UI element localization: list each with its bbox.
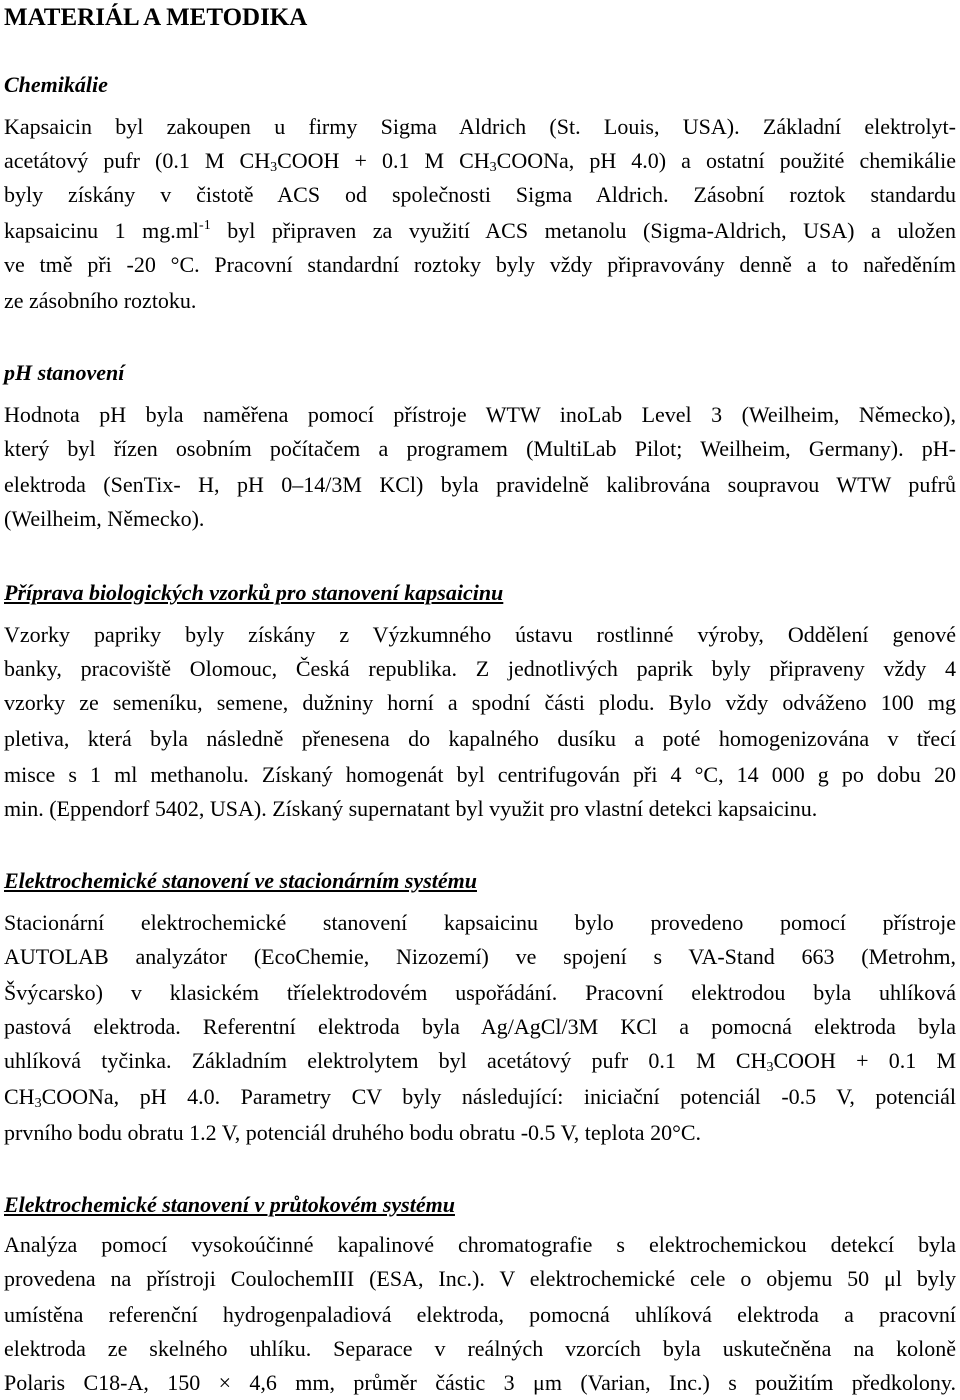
- paragraph-line: pletiva, která byla následně přenesena do kapalného dusíku a poté homogenizována v třecí: [4, 726, 956, 751]
- paragraph-line: kapsaicinu 1 $mg.ml^{-1}$ byl připraven za využití ACS metanolu (Sigma-Aldrich, USA) a uložen: [4, 218, 957, 243]
- paragraph-line: Vzorky papriky byly získány z Výzkumného ústavu rostlinné výroby, Oddělení genové: [4, 622, 956, 647]
- section-heading-prutokovy: Elektrochemické stanovení v průtokovém systému: [4, 1192, 455, 1217]
- paragraph-line: Švýcarsko) v klasickém tříelektrodovém uspořádání. Pracovní elektrodou byla uhlíková: [4, 980, 956, 1005]
- paragraph-line: elektroda (SenTix- H, pH 0–14/3M KCl) byla pravidelně kalibrována soupravou WTW pufrů: [4, 472, 956, 497]
- paragraph-line: Stacionární elektrochemické stanovení kapsaicinu bylo provedeno pomocí přístroje: [4, 910, 956, 935]
- paragraph-line: vzorky ze semeníku, semene, dužniny horní a spodní části plodu. Bylo vždy odváženo 100 mg: [4, 690, 956, 715]
- paragraph-line: uhlíková tyčinka. Základním elektrolytem byl acetátový pufr 0.1 M $CH_3COOH + 0.1$ M: [4, 1048, 957, 1075]
- paragraph-line: byly získány v čistotě ACS od společnosti Sigma Aldrich. Zásobní roztok standardu: [4, 182, 956, 207]
- paragraph-line: banky, pracoviště Olomouc, Česká republika. Z jednotlivých paprik byly připraveny vždy 4: [4, 656, 956, 681]
- page-title: MATERIÁL A METODIKA: [4, 4, 308, 31]
- paragraph-line: Polaris C18-A, 150 × 4,6 mm, průměr částic 3 μm (Varian, Inc.) s použitím předkolony.: [4, 1370, 956, 1395]
- paragraph-line: Kapsaicin byl zakoupen u firmy Sigma Aldrich (St. Louis, USA). Základní elektrolyt-: [4, 114, 956, 139]
- paragraph-line: $CH_3COONa$, pH 4.0. Parametry CV byly následující: iniciační potenciál -0.5 V, potenciál: [4, 1084, 956, 1111]
- paragraph-line: misce s 1 ml methanolu. Získaný homogenát byl centrifugován při 4 °C, 14 000 g po dobu 20: [4, 762, 956, 787]
- section-heading-priprava: Příprava biologických vzorků pro stanovení kapsaicinu: [4, 580, 504, 605]
- paragraph-line: acetátový pufr (0.1 M $CH_3COOH + 0.1$ M $CH_3COONa$, pH 4.0) a ostatní použité chemikálie: [4, 148, 956, 175]
- paragraph-line: provedena na přístroji CoulochemIII (ESA, Inc.). V elektrochemické cele o objemu 50 μl byly: [4, 1266, 956, 1291]
- paragraph-line: AUTOLAB analyzátor (EcoChemie, Nizozemí) ve spojení s VA-Stand 663 (Metrohm,: [4, 944, 956, 969]
- paragraph-line: elektroda ze skelného uhlíku. Separace v reálných vzorcích byla uskutečněna na koloně: [4, 1336, 956, 1361]
- section-heading-chemikalie: Chemikálie: [4, 72, 108, 97]
- section-heading-stacionarni: Elektrochemické stanovení ve stacionárním systému: [4, 868, 477, 893]
- paragraph-line: (Weilheim, Německo).: [4, 506, 205, 531]
- paragraph-line: ve tmě při -20 °C. Pracovní standardní roztoky byly vždy připravovány denně a to naředěním: [4, 252, 956, 277]
- paragraph-line: pastová elektroda. Referentní elektroda byla Ag/AgCl/3M KCl a pomocná elektroda byla: [4, 1014, 956, 1039]
- paragraph-line: Hodnota pH byla naměřena pomocí přístroje WTW inoLab Level 3 (Weilheim, Německo),: [4, 402, 956, 427]
- paragraph-line: ze zásobního roztoku.: [4, 288, 197, 313]
- paragraph-line: umístěna referenční hydrogenpaladiová elektroda, pomocná uhlíková elektroda a pracovní: [4, 1302, 956, 1327]
- section-heading-ph: pH stanovení: [4, 360, 125, 385]
- paragraph-line: prvního bodu obratu 1.2 V, potenciál druhého bodu obratu -0.5 V, teplota 20°C.: [4, 1120, 702, 1145]
- paragraph-line: který byl řízen osobním počítačem a programem (MultiLab Pilot; Weilheim, Germany). pH-: [4, 436, 956, 461]
- paragraph-line: Analýza pomocí vysokoúčinné kapalinové chromatografie s elektrochemickou detekcí byla: [4, 1232, 956, 1257]
- paragraph-line: min. (Eppendorf 5402, USA). Získaný supernatant byl využit pro vlastní detekci kapsaicinu.: [4, 796, 818, 821]
